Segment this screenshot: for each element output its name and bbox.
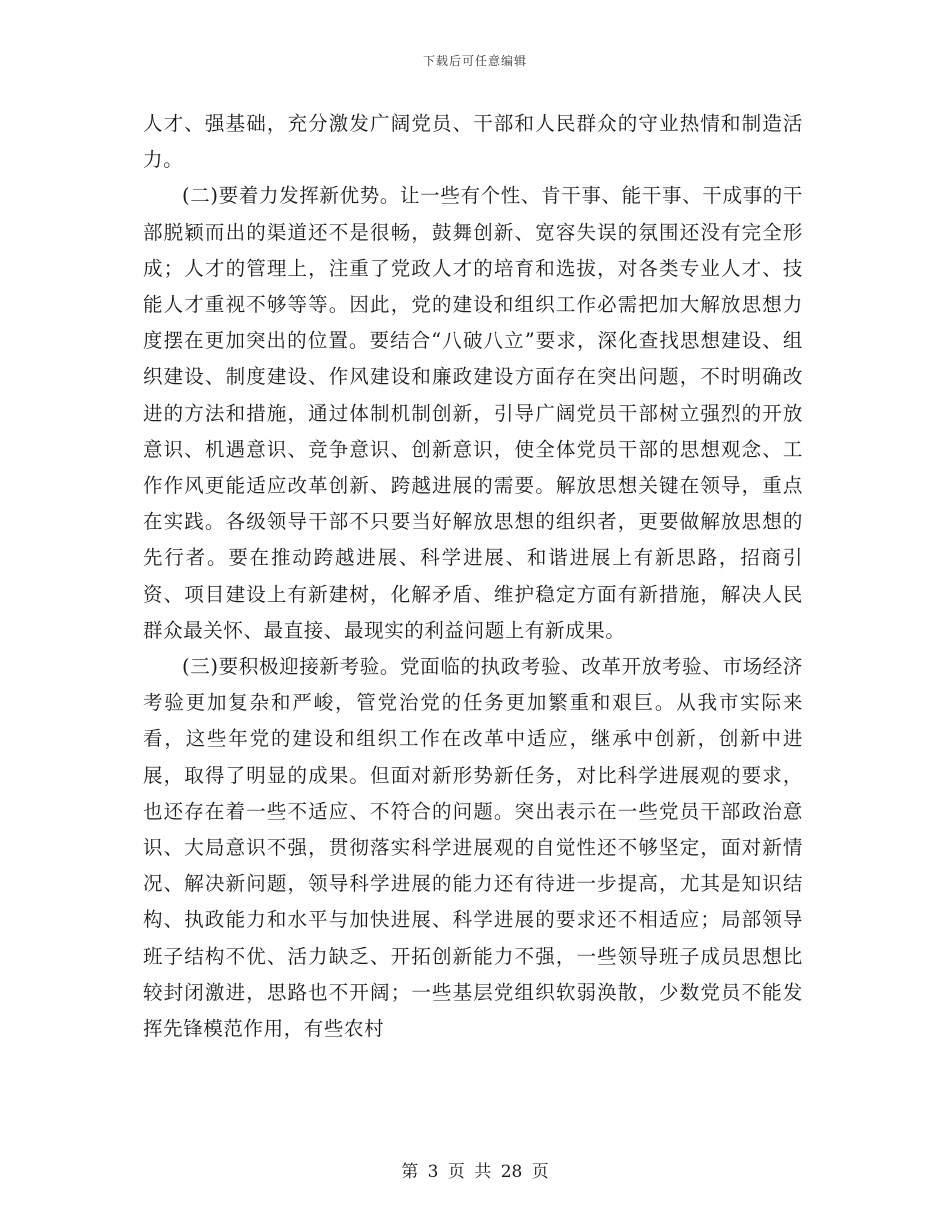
paragraph-section-three: (三)要积极迎接新考验。党面临的执政考验、改革开放考验、市场经济考验更加复杂和严峻，管党治党的任务更加繁重和艰巨。从我市实际来看，这些年党的建设和组织工作在改革中适应，继承中创新，创新中进展，取得了明显的成果。但面对新形势新任务，对比科学进展观的要求，也还存在着一些不适应、不符合的问题。突出表示在一些党员干部政治意识、大局意识不强，贯彻落实科学进展观的自觉性还不够坚定，面对新情况、解决新问题，领导科学进展的能力还有待进一步提高，尤其是知识结构、执政能力和水平与加快进展、科学进展的要求还不相适应；局部领导班子结构不优、活力缺乏、开拓创新能力不强，一些领导班子成员思想比较封闭激进，思路也不开阔；一些基层党组织软弱涣散，少数党员不能发挥先锋模范作用，有些农村 [143, 655, 803, 1041]
header-note: 下载后可任意编辑 [422, 54, 527, 68]
paragraph-section-two: (二)要着力发挥新优势。让一些有个性、肯干事、能干事、干成事的干部脱颖而出的渠道还不是很畅，鼓舞创新、宽容失误的氛围还没有完全形成；人才的管理上，注重了党政人才的培育和选拔，对各类专业人才、技能人才重视不够等等。因此，党的建设和组织工作必需把加大解放思想力度摆在更加突出的位置。要结合“八破八立”要求，深化查找思想建设、组织建设、制度建设、作风建设和廉政建设方面存在突出问题，不时明确改进的方法和措施，通过体制机制创新，引导广阔党员干部树立强烈的开放意识、机遇意识、竞争意识、创新意识，使全体党员干部的思想观念、工作作风更能适应改革创新、跨越进展的需要。解放思想关键在领导，重点在实践。各级领导干部不只要当好解放思想的组织者，更要做解放思想的先行者。要在推动跨越进展、科学进展、和谐进展上有新思路，招商引资、项目建设上有新建树，化解矛盾、维护稳定方面有新措施，解决人民群众最关怀、最直接、最现实的利益问题上有新成果。 [143, 184, 803, 642]
page-number: 第 3 页 共 28 页 [401, 1162, 549, 1182]
document-body [143, 106, 803, 1047]
paragraph-continuation: 人才、强基础，充分激发广阔党员、干部和人民群众的守业热情和制造活力。 [143, 112, 803, 172]
